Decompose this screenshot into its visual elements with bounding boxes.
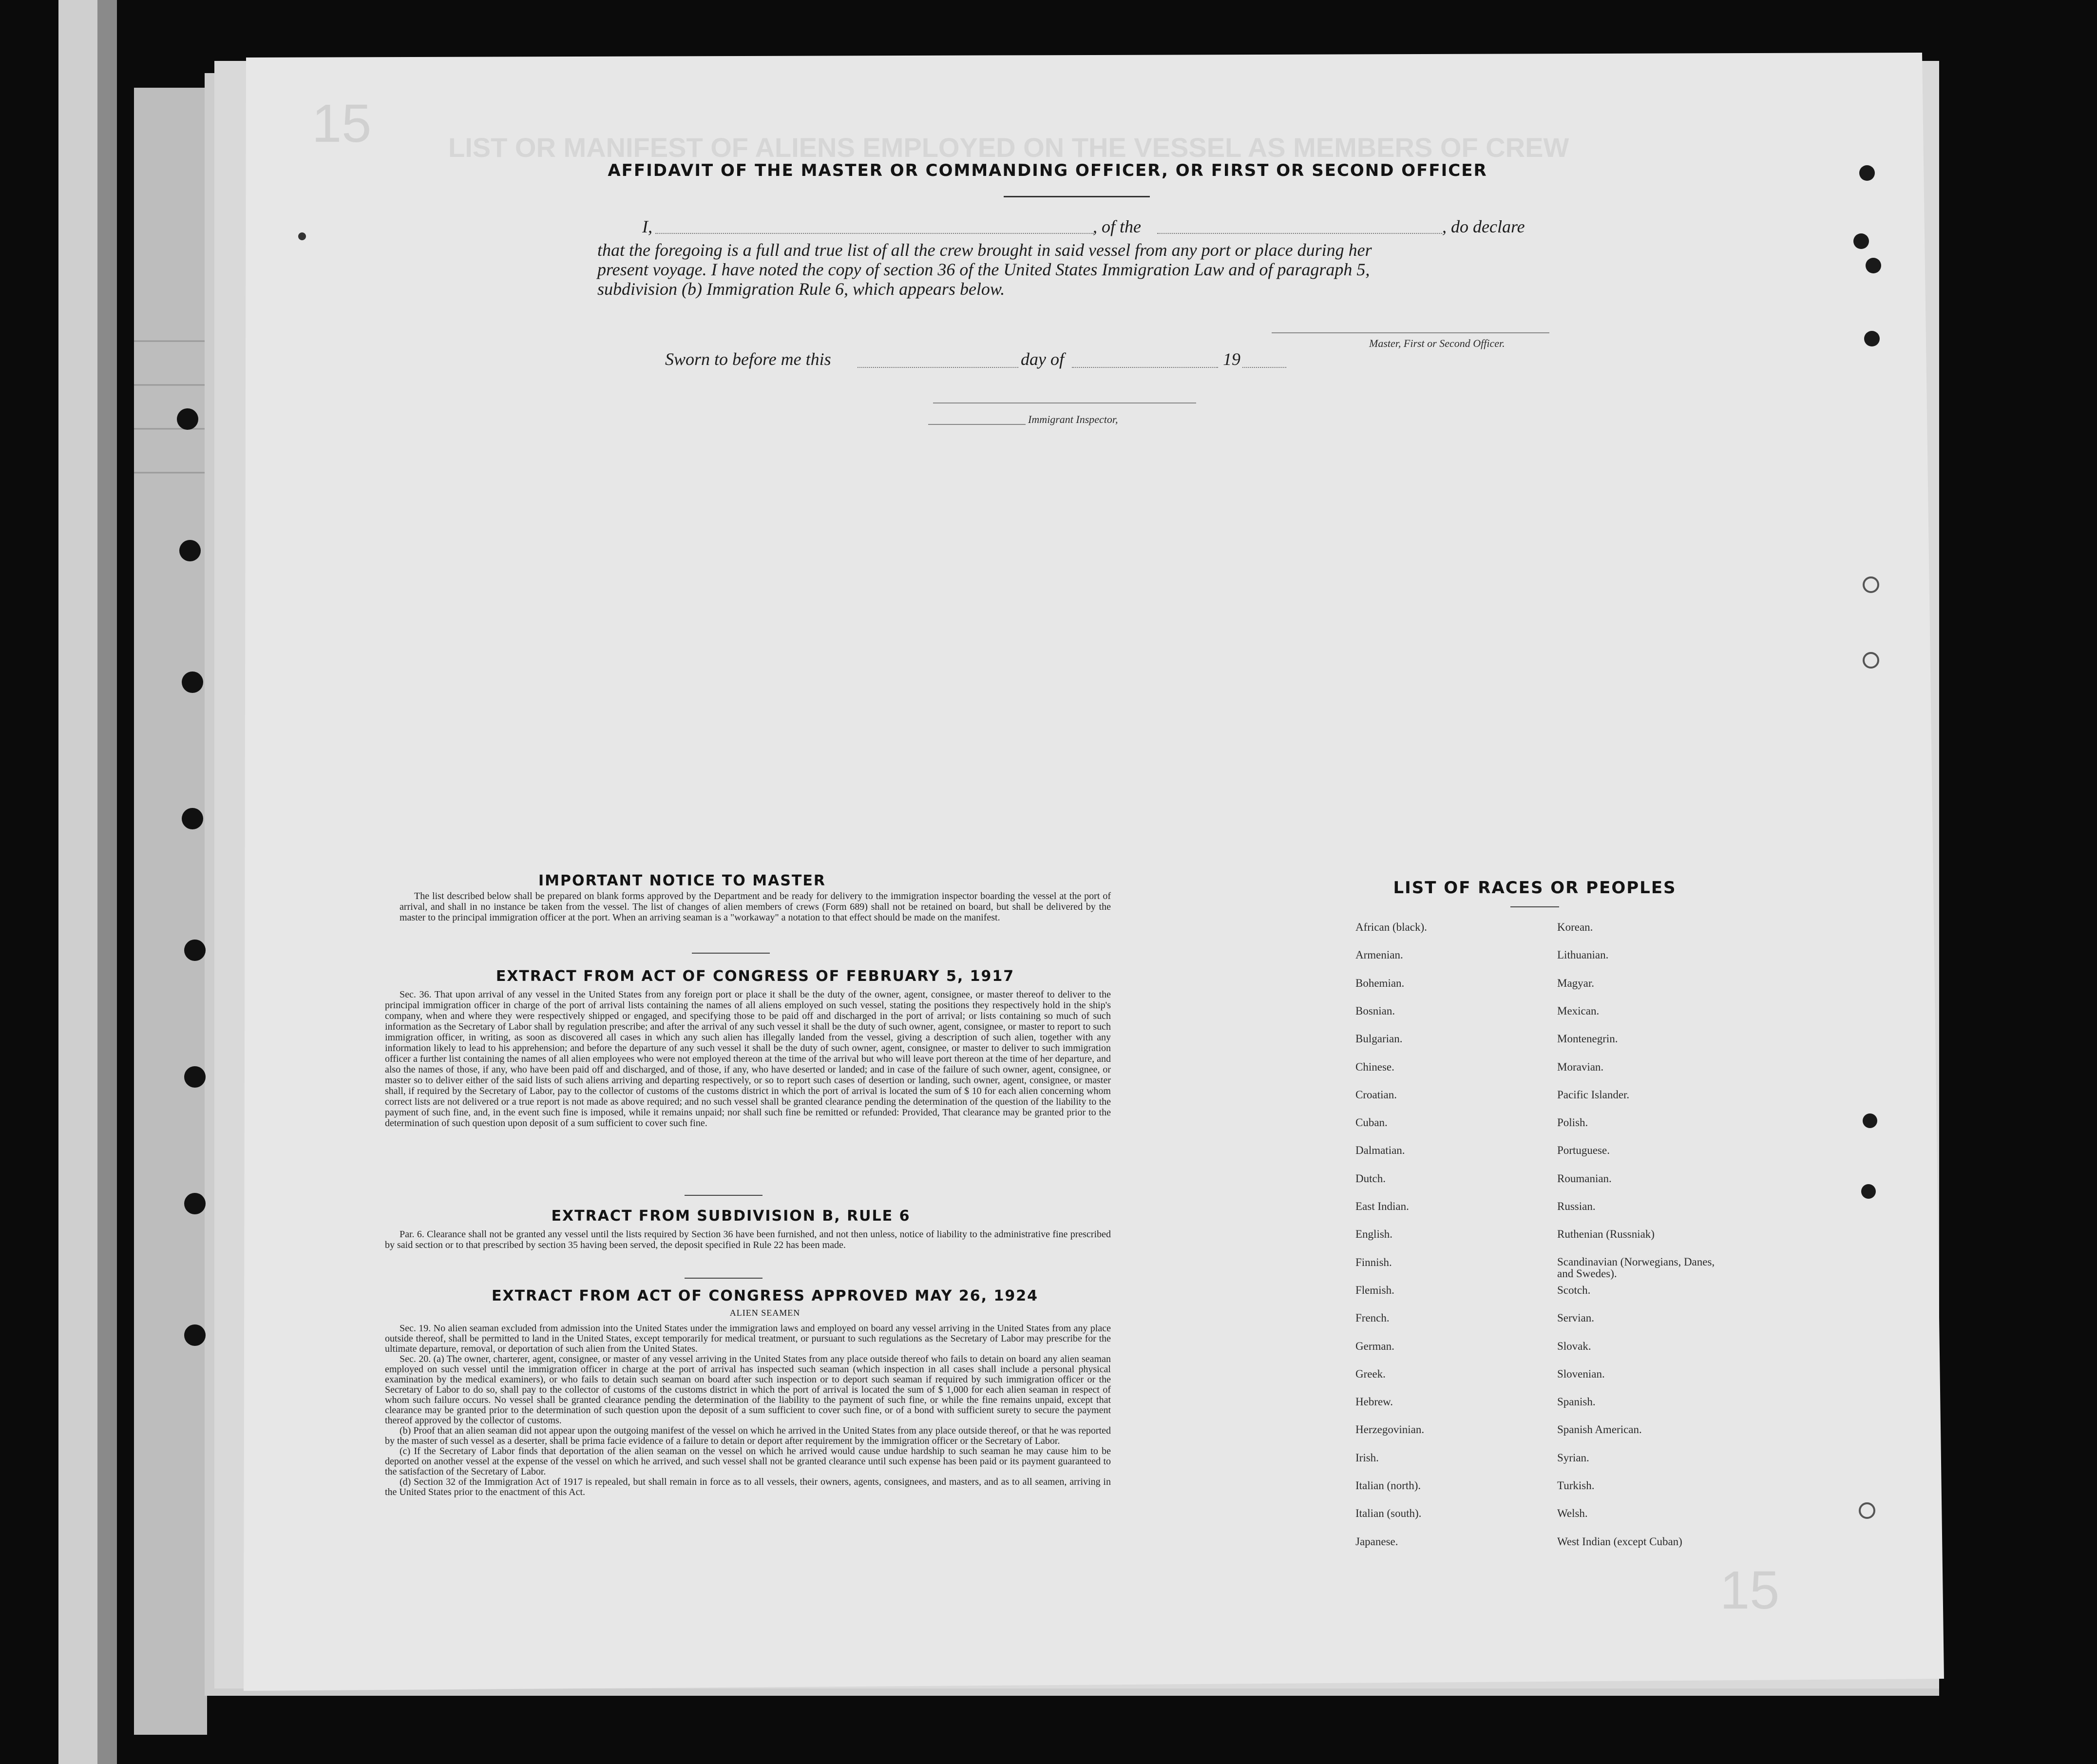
extract-1917-rule bbox=[685, 1195, 763, 1196]
race-entry: Bulgarian. bbox=[1355, 1033, 1403, 1045]
extract-1924-text bbox=[385, 1323, 1111, 1497]
notice-title: IMPORTANT NOTICE TO MASTER bbox=[538, 872, 826, 889]
day-of-label: day of bbox=[1021, 349, 1064, 369]
race-entry: African (black). bbox=[1355, 921, 1427, 933]
race-entry: Scandinavian (Norwegians, Danes, and Swedes). bbox=[1557, 1255, 1715, 1280]
race-entry: Flemish. bbox=[1355, 1284, 1394, 1296]
race-entry: Bohemian. bbox=[1355, 977, 1405, 989]
extract-1924-paragraph: (b) Proof that an alien seaman did not appear upon the outgoing manifest of the vessel on which he arrived in the United States from any place outside thereof, or that he was reported by the master of such vessel as a deserter, shall be prima facie evidence of a failure to detain or deport after requirement by the immigration officer or the Secretary of Labor. bbox=[385, 1425, 1111, 1446]
race-entry: Slovenian. bbox=[1557, 1367, 1605, 1380]
affidavit-title: AFFIDAVIT OF THE MASTER OR COMMANDING OFFICER, OR FIRST OR SECOND OFFICER bbox=[608, 161, 1487, 180]
extract-1924-subtitle: ALIEN SEAMEN bbox=[729, 1308, 801, 1318]
extract-1917-paragraph: Sec. 36. That upon arrival of any vessel in the United States from any foreign port or place it shall be the duty of the owner, agent, consignee, or master thereof to deliver to the principal immigration officer in charge of the port of arrival lists containing the names of all aliens employed on such vessel, stating the positions they respectively hold in the ship's company, when and where they were respectively shipped or engaged, and specifying those to be paid off and discharged in the port of arrival; or lists containing so much of such information as the Secretary of Labor shall by regulation prescribe; and after the arrival of any such vessel it shall be the duty of such owner, agent, consignee, or master to report to such immigration officer, in writing, as soon as discovered all cases in which any such alien has illegally landed from the vessel, giving a description of such alien, together with any information likely to lead to his apprehension; and before the departure of any such vessel it shall be the duty of such owner, agent, consignee, or master to deliver to such immigration officer a further list containing the names of all alien employees who were not employed thereon at the time of the arrival but who will leave port thereon at the time of her departure, and also the names of those, if any, who have been paid off and discharged, and of those, if any, who have deserted or landed; and in case of the failure of such owner, agent, consignee, or master so to deliver either of the said lists of such aliens arriving and departing respectively, or so to report such cases of desertion or landing, such owner, agent, consignee, or master shall, if required by the Secretary of Labor, pay to the collector of customs of the customs district in which the port of arrival is located the sum of $ 10 for each alien concerning whom correct lists are not delivered or a true report is not made as above required; and no such vessel shall be granted clearance pending the determination of the question of the liability to the payment of such fine, and, in the event such fine is imposed, while it remains unpaid; nor shall such fine be remitted or refunded: Provided, That clearance may be granted prior to the determination of such question upon deposit of a sum sufficient to cover such fine. bbox=[385, 989, 1111, 1129]
extract-1917-title: EXTRACT FROM ACT OF CONGRESS OF FEBRUARY 5, 1917 bbox=[496, 968, 1015, 985]
race-entry: East Indian. bbox=[1355, 1200, 1409, 1212]
bleedthrough-heading: LIST OR MANIFEST OF ALIENS EMPLOYED ON THE VESSEL AS MEMBERS OF CREW bbox=[448, 132, 1569, 163]
race-entry: Italian (north). bbox=[1355, 1479, 1421, 1492]
sworn-day-blank bbox=[858, 367, 1018, 368]
affidavit-body-line-3: subdivision (b) Immigration Rule 6, which appears below. bbox=[597, 279, 1005, 299]
race-entry: Pacific Islander. bbox=[1557, 1088, 1630, 1101]
notice-text bbox=[400, 891, 1111, 923]
affidavit-body-line-1: that the foregoing is a full and true list of all the crew brought in said vessel from any port or place during her bbox=[597, 240, 1372, 260]
race-entry: French. bbox=[1355, 1312, 1390, 1324]
race-entry: Welsh. bbox=[1557, 1507, 1588, 1520]
race-entry: Dalmatian. bbox=[1355, 1144, 1405, 1157]
affidavit-i-label: I, bbox=[642, 217, 652, 236]
notice-paragraph: The list described below shall be prepared on blank forms approved by the Department and be ready for delivery to the immigration inspector boarding the vessel at the port of arrival, and shall in no instance be taken from the vessel. The list of changes of alien members of crews (Form 689) shall not be retained on board, but shall be delivered by the master to the principal immigration officer at the port. When an arriving seaman is a "workaway" a notation to that effect should be made on the manifest. bbox=[400, 891, 1111, 923]
race-entry: Dutch. bbox=[1355, 1172, 1386, 1185]
race-entry: Ruthenian (Russniak) bbox=[1557, 1228, 1655, 1241]
race-entry: Montenegrin. bbox=[1557, 1033, 1618, 1045]
race-entry: Cuban. bbox=[1355, 1116, 1388, 1129]
race-entry: Spanish American. bbox=[1557, 1423, 1642, 1436]
rule6-rule bbox=[685, 1278, 763, 1279]
rule6-text bbox=[385, 1229, 1111, 1250]
race-entry: Chinese. bbox=[1355, 1060, 1394, 1073]
affidavit-do-declare: , do declare bbox=[1442, 217, 1525, 236]
race-entry: Portuguese. bbox=[1557, 1144, 1610, 1157]
race-entry: Armenian. bbox=[1355, 949, 1403, 961]
race-entry: Magyar. bbox=[1557, 977, 1595, 989]
race-entry: Russian. bbox=[1557, 1200, 1596, 1212]
year-prefix: 19 bbox=[1223, 349, 1240, 369]
race-entry: Bosnian. bbox=[1355, 1004, 1395, 1017]
races-title: LIST OF RACES OR PEOPLES bbox=[1393, 878, 1677, 898]
races-title-rule bbox=[1510, 906, 1559, 907]
race-entry: Scotch. bbox=[1557, 1284, 1591, 1296]
race-entry: Irish. bbox=[1355, 1451, 1379, 1464]
extract-1924-paragraph: Sec. 19. No alien seaman excluded from admission into the United States under the immigration laws and employed on board any vessel arriving in the United States from any place outside thereof, shall be permitted to land in the United States, except temporarily for medical treatment, or pursuant to such regulations as the Secretary of Labor may prescribe for the ultimate departure, removal, or deportation of such alien from the United States. bbox=[385, 1323, 1111, 1354]
rule6-paragraph: Par. 6. Clearance shall not be granted any vessel until the lists required by Section 36 have been furnished, and not then unless, notice of liability to the administrative fine prescribed by said section or to that prescribed by section 35 having been served, the deposit specified in Rule 22 has been made. bbox=[385, 1229, 1111, 1250]
race-entry: Mexican. bbox=[1557, 1004, 1600, 1017]
extract-1924-paragraph: Sec. 20. (a) The owner, charterer, agent, consignee, or master of any vessel arriving in the United States from any place outside thereof who fails to detain on board any alien seaman employed on such vessel until the immigration officer in charge at the port of arrival has inspected such seaman (which inspection in all cases shall include a personal physical examination by the medical examiners), or who fails to detain such seaman on board after such inspection or to deport such seaman if required by such immigration officer or the Secretary of Labor to do so, shall pay to the collector of customs of the customs district in which the port of arrival is located the sum of $ 1,000 for each alien seaman in respect of whom such failure occurs. No vessel shall be granted clearance pending the determination of the liability to the payment of such fine, or while the fine remains unpaid, except that clearance may be granted prior to the determination of such question upon the deposit of a sum sufficient to cover such fine, or of a bond with sufficient surety to secure the payment thereof approved by the collector of customs. bbox=[385, 1354, 1111, 1426]
race-entry: Finnish. bbox=[1355, 1256, 1392, 1268]
extract-1924-paragraph: (c) If the Secretary of Labor finds that deportation of the alien seaman on the vessel on which he arrived would cause undue hardship to such seaman he may cause him to be deported on another vessel at the expense of the vessel on which he arrived, and such vessel shall not be granted clearance until such expense has been paid or its payment guaranteed to the satisfaction of the Secretary of Labor. bbox=[385, 1446, 1111, 1477]
affidavit-title-rule bbox=[1004, 196, 1150, 197]
extract-1924-paragraph: (d) Section 32 of the Immigration Act of 1917 is repealed, but shall remain in force as to all vessels, their owners, agents, consignees, and masters, and as to all seamen, arriving in the United States prior to the enactment of this Act. bbox=[385, 1476, 1111, 1497]
race-entry: Herzegovinian. bbox=[1355, 1423, 1425, 1436]
extract-1917-text bbox=[385, 989, 1111, 1129]
rule6-title: EXTRACT FROM SUBDIVISION B, RULE 6 bbox=[551, 1208, 911, 1225]
race-entry: Italian (south). bbox=[1355, 1507, 1422, 1520]
race-entry: Syrian. bbox=[1557, 1451, 1589, 1464]
race-entry: Slovak. bbox=[1557, 1340, 1591, 1352]
affidavit-body-line-2: present voyage. I have noted the copy of section 36 of the United States Immigration Law and of paragraph 5, bbox=[597, 260, 1370, 279]
inspector-label: Immigrant Inspector, bbox=[1028, 413, 1118, 425]
race-entry: Lithuanian. bbox=[1557, 949, 1609, 961]
race-entry: Moravian. bbox=[1557, 1060, 1604, 1073]
extract-1924-title: EXTRACT FROM ACT OF CONGRESS APPROVED MAY 26, 1924 bbox=[492, 1287, 1038, 1304]
race-entry: English. bbox=[1355, 1228, 1393, 1241]
race-entry: Turkish. bbox=[1557, 1479, 1595, 1492]
sworn-year-blank bbox=[1242, 367, 1286, 368]
affidavit-vessel-blank bbox=[1157, 233, 1442, 234]
race-entry: Servian. bbox=[1557, 1312, 1595, 1324]
affidavit-of-the: , of the bbox=[1093, 217, 1141, 236]
bleedthrough-page-number: 15 bbox=[312, 94, 372, 153]
master-signature-line bbox=[1272, 332, 1549, 333]
race-entry: Polish. bbox=[1557, 1116, 1588, 1129]
affidavit-name-blank bbox=[655, 233, 1094, 234]
sworn-month-blank bbox=[1072, 367, 1218, 368]
race-entry: Spanish. bbox=[1557, 1396, 1596, 1408]
bleedthrough-page-number-bottom: 15 bbox=[1720, 1560, 1780, 1620]
race-entry: West Indian (except Cuban) bbox=[1557, 1535, 1682, 1548]
race-entry: Korean. bbox=[1557, 921, 1593, 933]
inspector-signature-line-2 bbox=[928, 424, 1026, 425]
notice-rule bbox=[692, 953, 770, 954]
race-entry: Croatian. bbox=[1355, 1088, 1397, 1101]
race-entry: German. bbox=[1355, 1340, 1394, 1352]
race-entry: Japanese. bbox=[1355, 1535, 1398, 1548]
master-signature-label: Master, First or Second Officer. bbox=[1369, 337, 1505, 349]
race-entry: Roumanian. bbox=[1557, 1172, 1612, 1185]
race-entry: Greek. bbox=[1355, 1367, 1386, 1380]
sworn-label: Sworn to before me this bbox=[665, 349, 831, 369]
race-entry: Hebrew. bbox=[1355, 1396, 1393, 1408]
